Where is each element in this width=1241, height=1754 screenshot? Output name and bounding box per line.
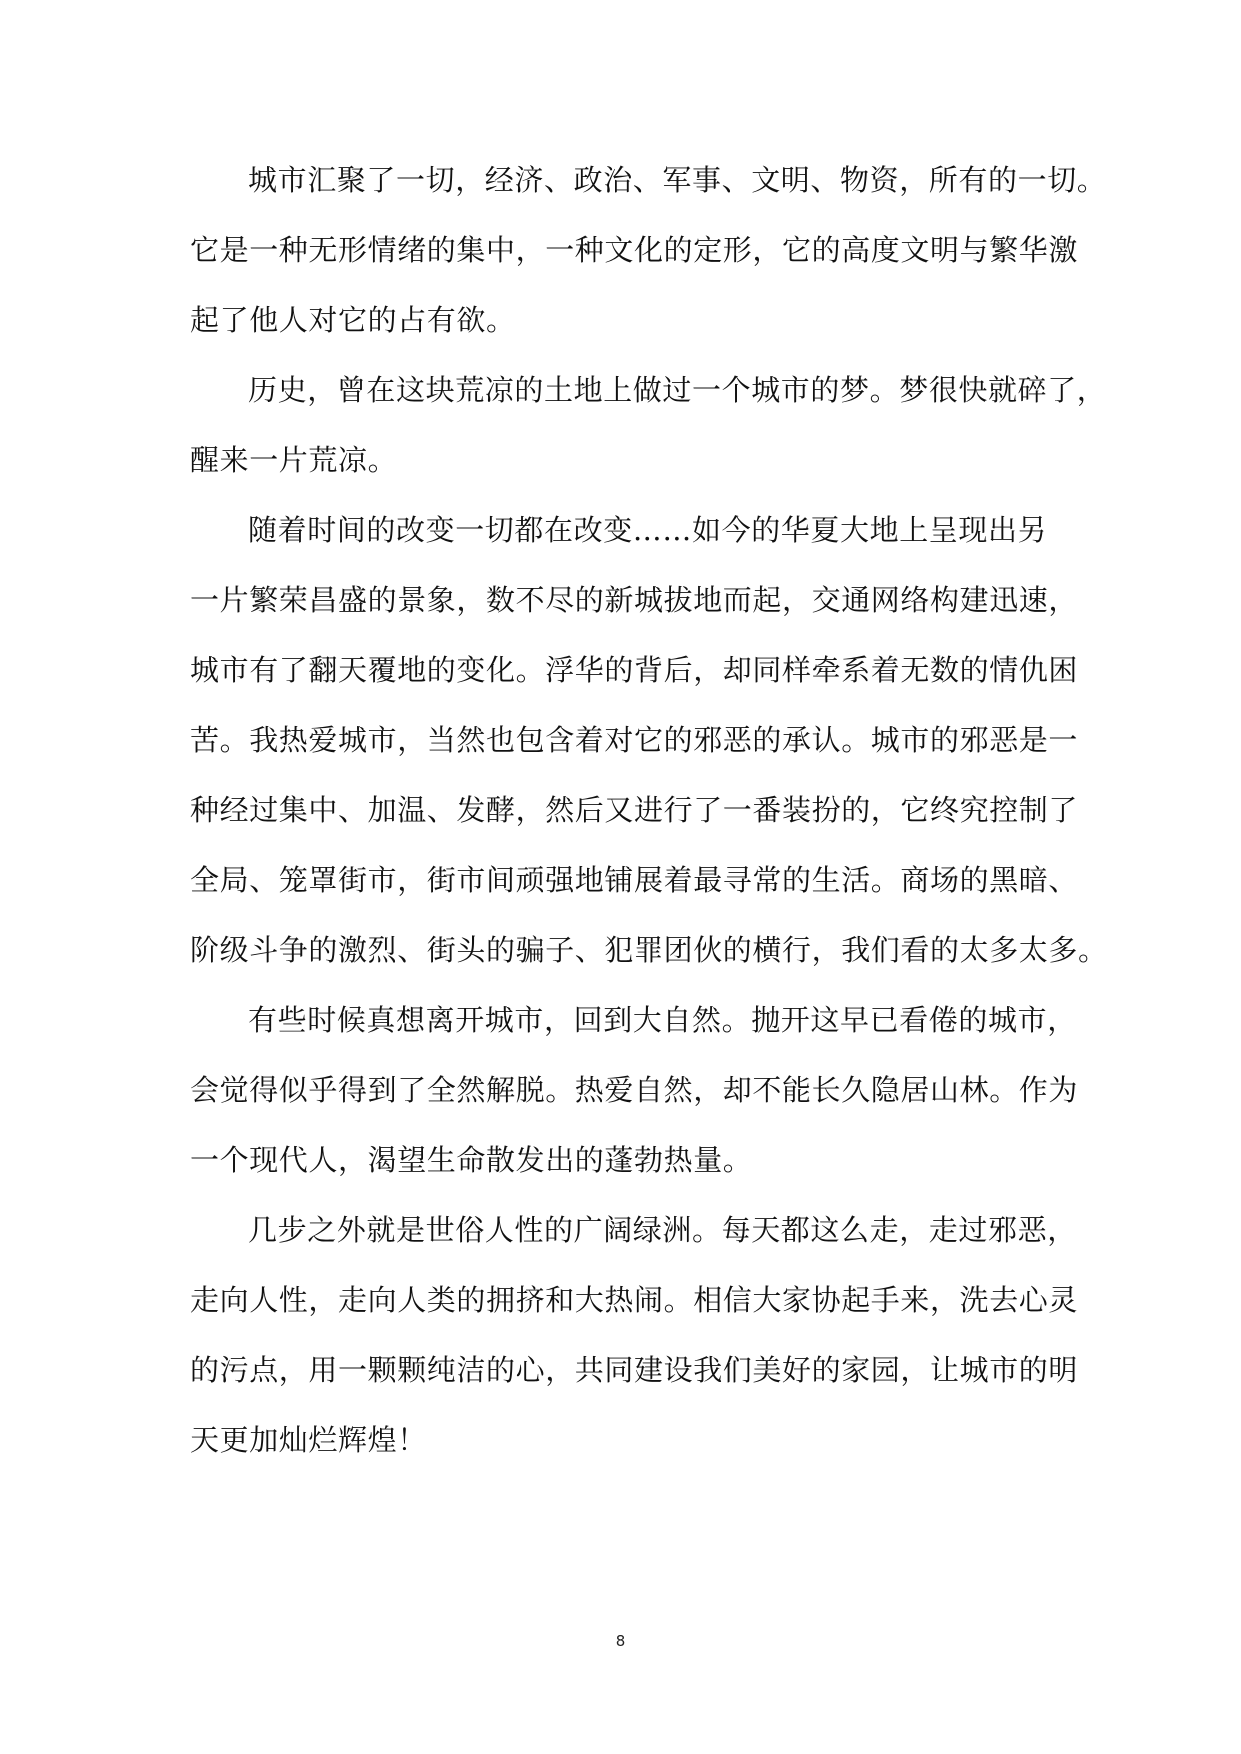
paragraph-5-line-3: 的污点，用一颗颗纯洁的心，共同建设我们美好的家园，让城市的明 [190, 1353, 1079, 1387]
page-number: 8 [615, 1632, 626, 1650]
paragraph-3-line-1: 随着时间的改变一切都在改变……如今的华夏大地上呈现出另 [248, 513, 1048, 547]
paragraph-3-line-6: 全局、笼罩街市，街市间顽强地铺展着最寻常的生活。商场的黑暗、 [190, 863, 1079, 897]
paragraph-3-line-3: 城市有了翻天覆地的变化。浮华的背后，却同样牵系着无数的情仇困 [190, 653, 1079, 687]
paragraph-1-line-3: 起了他人对它的占有欲。 [190, 303, 516, 337]
paragraph-2-line-2: 醒来一片荒凉。 [190, 443, 398, 477]
paragraph-2-line-1: 历史，曾在这块荒凉的土地上做过一个城市的梦。梦很快就碎了， [248, 373, 1107, 407]
paragraph-3-line-2: 一片繁荣昌盛的景象，数不尽的新城拔地而起，交通网络构建迅速， [190, 583, 1079, 617]
paragraph-1-line-1: 城市汇聚了一切，经济、政治、军事、文明、物资，所有的一切。 [248, 163, 1107, 197]
document-body [190, 145, 1108, 1475]
paragraph-3-line-4: 苦。我热爱城市，当然也包含着对它的邪恶的承认。城市的邪恶是一 [190, 723, 1079, 757]
paragraph-3-line-7: 阶级斗争的激烈、街头的骗子、犯罪团伙的横行，我们看的太多太多。 [190, 933, 1108, 967]
paragraph-4-line-2: 会觉得似乎得到了全然解脱。热爱自然，却不能长久隐居山林。作为 [190, 1073, 1079, 1107]
paragraph-5-line-1: 几步之外就是世俗人性的广阔绿洲。每天都这么走，走过邪恶， [248, 1213, 1077, 1247]
paragraph-4-line-3: 一个现代人，渴望生命散发出的蓬勃热量。 [190, 1143, 753, 1177]
paragraph-4-line-1: 有些时候真想离开城市，回到大自然。抛开这早已看倦的城市， [248, 1003, 1077, 1037]
paragraph-1-line-2: 它是一种无形情绪的集中，一种文化的定形，它的高度文明与繁华激 [190, 233, 1079, 267]
paragraph-3-line-5: 种经过集中、加温、发酵，然后又进行了一番装扮的，它终究控制了 [190, 793, 1079, 827]
paragraph-5-line-2: 走向人性，走向人类的拥挤和大热闹。相信大家协起手来，洗去心灵 [190, 1283, 1079, 1317]
paragraph-5-line-4: 天更加灿烂辉煌！ [190, 1423, 427, 1457]
